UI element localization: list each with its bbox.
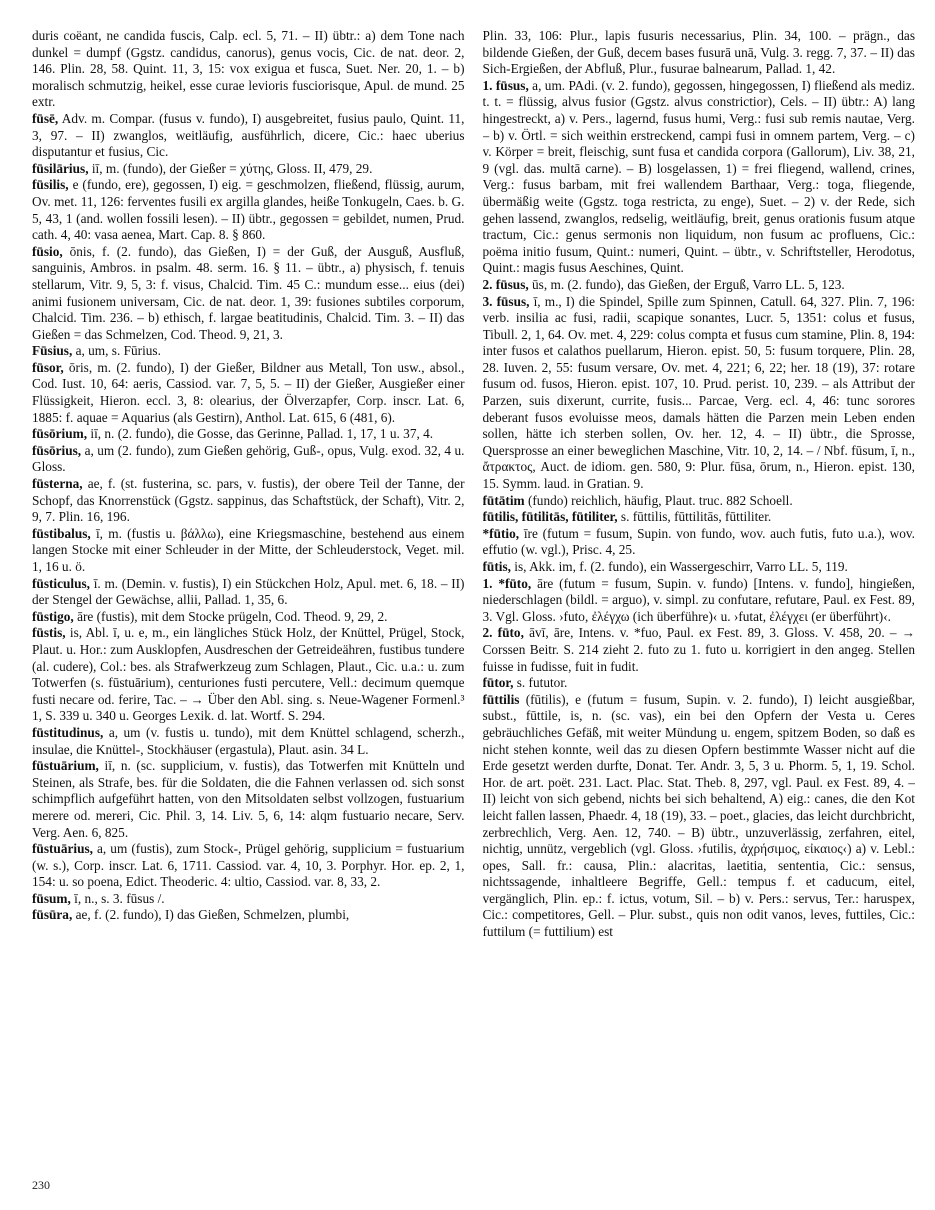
entry-headword: fūsilis, bbox=[32, 177, 69, 193]
entry-text: a, um. PAdi. (v. 2. fundo), gegossen, hingegossen, I) fließend als mediz. t. t. = flüssig, alvus fusior (Ggstz. alvus constrictior), Cels. – II) übtr.: A) lang hingestreckt, a) v. Pers., lagernd, fusus humi, Verg.: fusi sub remis nautae, Verg. – b) v. Örtl. = sich weithin erstreckend, campi fusi in omnem partem, Verg. – c) v. Körper = breit, fleischig, sunt fusa et candida corpora (Gallorum), Liv. 38, 21, 9 (vgl. das. multā carne). – B) losgelassen, 1) = frei fliegend, wallend, crines, Verg.: fusus barbam, mit frei wallendem Barthaar, Verg.: toga, fliegende, übermäßig weite (Ggstz. toga restricta, zu enge), Suet. – 2) v. der Rede, sich gehen lassend, zwanglos, redselig, weitläufig, breit, genus orationis fusum atque tractum, Cic.: genus sermonis non liquidum, non fusum ac profluens, Cic.: poëma initio fusum, Quint.: numeri, Quint. – übtr., v. Schriftsteller, Herodotus, Quint.: magis fusus Aeschines, Quint. bbox=[482, 77, 915, 276]
entry-text: āvī, āre, Intens. v. *fuo, Paul. ex Fest. 89, 3. Gloss. V. 458, 20. – → Corssen Beitr. S. 214 zieht 2. futo zu 1. futo u. korrigiert in den angeg. Stellen fuisse in fudisse, fuit in fudit. bbox=[482, 625, 915, 674]
entry-text: Adv. m. Compar. (fusus v. fundo), I) ausgebreitet, fusius paulo, Quint. 11, 3, 97. – II) zwanglos, weitläufig, ausführlich, dicere, Cic.: haec uberius disputantur et fusius, Cic. bbox=[32, 110, 465, 160]
entry-headword: 2. fūto, bbox=[482, 625, 524, 641]
entry-headword: 2. fūsus, bbox=[482, 276, 529, 292]
entry-headword: fūsor, bbox=[32, 359, 64, 375]
dictionary-entry bbox=[483, 493, 916, 510]
dictionary-entry bbox=[32, 28, 465, 111]
entry-text: duris coëant, ne candida fuscis, Calp. ecl. 5, 71. – II) übtr.: a) dem Tone nach dunkel = dumpf (Ggstz. candidus, canorus), genus vocis, Cic. de nat. deor. 2, 146. Plin. 28, 58. Quint. 11, 3, 15: vox exigua et fusca, Suet. Ner. 20, 1. – b) moralisch schmutzig, heikel, esse curae levioris fusciorisque, Apul. de mund. 25 extr. bbox=[32, 28, 465, 110]
entry-text: a, um (v. fustis u. tundo), mit dem Knüttel schlagend, scherzh., insulae, die Knüttel-, Stockhäuser (ergastula), Plaut. asin. 34 L. bbox=[32, 724, 465, 757]
dictionary-entry bbox=[483, 294, 916, 493]
page-number: 230 bbox=[32, 1178, 50, 1192]
entry-headword: fūstibalus, bbox=[32, 525, 91, 541]
entry-text: is, Akk. im, f. (2. fundo), ein Wassergeschirr, Varro LL. 5, 119. bbox=[514, 559, 848, 574]
entry-text: ī. m. (Demin. v. fustis), I) ein Stückchen Holz, Apul. met. 6, 18. – II) der Stengel der Gewächse, allii, Pallad. 1, 35, 6. bbox=[32, 575, 465, 608]
dictionary-entry bbox=[483, 78, 916, 277]
dictionary-entry bbox=[32, 476, 465, 526]
entry-headword: fūstitudinus, bbox=[32, 724, 104, 740]
entry-text: āre (fustis), mit dem Stocke prügeln, Cod. Theod. 9, 29, 2. bbox=[77, 608, 388, 624]
entry-headword: fūtis, bbox=[482, 559, 511, 574]
entry-headword: fūtātim bbox=[482, 492, 525, 508]
entry-headword: fūsterna, bbox=[32, 476, 83, 492]
entry-headword: fūtor, bbox=[482, 675, 514, 691]
dictionary-entry bbox=[32, 625, 465, 725]
entry-text: iī, m. (fundo), der Gießer = χύτης, Gloss. II, 479, 29. bbox=[91, 160, 373, 176]
entry-text: Plin. 33, 106: Plur., lapis fusuris necessarius, Plin. 34, 100. – prägn., das bildende Gießen, der Guß, decem bases fusurā unā, Vulg. 3. regg. 7, 37. – II) das Sich-Ergießen, der Abfluß, Plur., fusurae balnearum, Pallad. 1, 42. bbox=[482, 28, 915, 77]
entry-text: ī, m. (fustis u. βάλλω), eine Kriegsmaschine, bestehend aus einem langen Stocke mit einer Schleuder in der Mitte, der Schleuderstock, Veget. mil. 1, 16 u. ö. bbox=[32, 525, 465, 574]
entry-headword: *fūtio, bbox=[482, 525, 520, 541]
entry-headword: Fūsius, bbox=[32, 343, 73, 359]
entry-text: ī, n., s. 3. fūsus /. bbox=[74, 890, 165, 906]
entry-text: īre (futum = fusum, Supin. von fundo, wov. auch futis, futo u.a.), wov. effutio (w. vgl.), Prisc. 4, 25. bbox=[482, 525, 915, 558]
entry-headword: fūstigo, bbox=[32, 608, 74, 624]
entry-text: iī, n. (sc. supplicium, v. fustis), das Totwerfen mit Knütteln und Steinen, als Strafe, bes. für die Soldaten, die die Fahnen verlassen od. sich sonst schimpflich aufgeführt hatten, von den Mitsoldaten selbst vollzogen, fustuarium merere od. mereri, Cic. Phil. 3, 14. Liv. 5, 6, 14: alqm fustuario necare, Serv. Verg. Aen. 6, 825. bbox=[32, 758, 465, 840]
dictionary-entry bbox=[483, 559, 916, 576]
entry-headword: 1. *fūto, bbox=[482, 575, 532, 591]
entry-text: ae, f. (st. fusterina, sc. pars, v. fustis), der obere Teil der Tanne, der Schopf, das Knorrenstück (Ggstz. sappinus, das Schaftstück, der Schaft), Vitr. 2, 9, 7. Plin. 16, 196. bbox=[32, 476, 465, 525]
dictionary-entry bbox=[32, 177, 465, 243]
entry-text: a, um, s. Fūrius. bbox=[75, 343, 161, 359]
entry-headword: fūsilārius, bbox=[32, 160, 89, 176]
entry-text: ōris, m. (2. fundo), I) der Gießer, Bildner aus Metall, Ton usw., absol., Cod. Iust. 10, 64: aeris, Cassiod. var. 7, 5, 5. – II) der Gießer, Ausgießer einer Flüssigkeit, Hieron. eccl. 3, 8: olearius, der Ölverzapfer, Corp. inscr. Lat. 6, 1885: f. aquae = Aquarius (als Gestirn), Anthol. Lat. 615, 6 (481, 6). bbox=[32, 359, 465, 425]
dictionary-entry bbox=[483, 625, 916, 675]
entry-headword: fūsticulus, bbox=[32, 575, 91, 591]
dictionary-entry bbox=[32, 343, 465, 360]
dictionary-entry bbox=[32, 758, 465, 841]
dictionary-entry bbox=[483, 28, 916, 78]
dictionary-entry bbox=[32, 891, 465, 908]
dictionary-entry bbox=[483, 576, 916, 626]
entry-text: s. fututor. bbox=[516, 675, 568, 691]
entry-text: ūs, m. (2. fundo), das Gießen, der Erguß, Varro LL. 5, 123. bbox=[532, 276, 845, 292]
left-column bbox=[32, 28, 465, 1188]
entry-headword: fūsum, bbox=[32, 890, 71, 906]
entry-headword: fūstis, bbox=[32, 625, 66, 641]
entry-text: āre (futum = fusum, Supin. v. fundo) [Intens. v. fundo], hingießen, niederschlagen (bildl. = arguo), v. simpl. zu confutare, refutare, Paul. ex Fest. 89, 3. Vgl. Gloss. ›futo, ἐλέγχω (ich überführe)‹ u. ›futat, ἐλέγχει (er überführt)‹. bbox=[482, 575, 915, 624]
page-columns bbox=[32, 28, 915, 1188]
entry-headword: fūsio, bbox=[32, 243, 63, 259]
entry-headword: fūsōrius, bbox=[32, 442, 82, 458]
right-column bbox=[483, 28, 916, 1188]
dictionary-entry bbox=[483, 526, 916, 559]
entry-text: ae, f. (2. fundo), I) das Gießen, Schmelzen, plumbi, bbox=[75, 907, 350, 923]
dictionary-entry bbox=[32, 161, 465, 178]
entry-headword: fūstuārius, bbox=[32, 841, 93, 857]
entry-text: iī, n. (2. fundo), die Gosse, das Gerinne, Pallad. 1, 17, 1 u. 37, 4. bbox=[90, 426, 434, 442]
dictionary-entry bbox=[32, 426, 465, 443]
entry-text: s. fūttilis, fūttilitās, fūttiliter. bbox=[620, 509, 772, 525]
entry-headword: 1. fūsus, bbox=[482, 77, 529, 93]
entry-headword: fūsūra, bbox=[32, 907, 73, 923]
entry-headword: fūttilis bbox=[482, 691, 520, 707]
dictionary-entry bbox=[32, 609, 465, 626]
entry-headword: fūstuārium, bbox=[32, 758, 99, 774]
dictionary-entry bbox=[32, 360, 465, 426]
dictionary-entry bbox=[32, 443, 465, 476]
entry-text: e (fundo, ere), gegossen, I) eig. = geschmolzen, fließend, flüssig, aurum, Ov. met. 11, 126: ferventes fusili ex argilla glandes, heiße Tonkugeln, Caes. b. G. 5, 43, 1 (and. wollen fossili lesen). – II) übtr., gegossen = gebildet, numen, Prud. cath. 4, 40: vasa aenea, Mart. Cap. 8. § 860. bbox=[32, 177, 465, 243]
dictionary-entry bbox=[483, 277, 916, 294]
entry-text: a, um (2. fundo), zum Gießen gehörig, Guß-, opus, Vulg. exod. 32, 4 u. Gloss. bbox=[32, 442, 465, 475]
dictionary-entry bbox=[483, 675, 916, 692]
dictionary-entry bbox=[32, 907, 465, 924]
dictionary-entry bbox=[32, 725, 465, 758]
dictionary-entry bbox=[32, 111, 465, 161]
entry-text: (fundo) reichlich, häufig, Plaut. truc. 882 Schoell. bbox=[527, 492, 793, 508]
entry-text: (fūtilis), e (futum = fusum, Supin. v. 2. fundo), I) leicht ausgießbar, subst., fūttile, is, n. (sc. vas), ein bei den Opfern der Vesta u. Ceres gebräuchliches Gefäß, mit weiter Mündung u. engem, spitzem Boden, so daß es nicht stehen konnte, weil das zu diesen Opfern bestimmte Wasser nicht auf die Erde gesetzt werden durfte, Donat. Ter. Andr. 3, 5, 3 u. Phorm. 5, 1, 19. Schol. Hor. de art. poët. 231. Lact. Plac. Stat. Theb. 8, 297, vgl. Paul. ex Fest. 89, 4. – II) leicht von sich gebend, nichts bei sich behaltend, A) eig.: canes, die den Kot leicht fallen lassen, Phaedr. 4, 18 (19), 33. – poet., glacies, das leicht durchbricht, zerbrechlich, Verg. Aen. 12, 740. – B) übtr., unzuverlässig, zerfahren, eitel, nichtig, unnütz, vergeblich (vgl. Gloss. ›futilis, ἀχρήσιμος, εἰκαιος‹) a) v. Lebl.: opes, Sall. fr.: causa, Plin.: alacritas, laetitia, sententia, Cic.: sensus, nichtssagende, inhaltleere Begriffe, Gell.: tempus f. et caducum, eitel, vergänglich, Plin. ep.: f. ictus, votum, Sil. – b) v. Pers.: servus, Ter.: haruspex, Cic.: competitores, Gell. – Plur. subst., quis non odit vanos, leves, futtiles, Cic.: futtilum (= futtilium) est bbox=[482, 691, 915, 940]
entry-text: ī, m., I) die Spindel, Spille zum Spinnen, Catull. 64, 327. Plin. 7, 196: verb. insilia ac fusi, radii, scapique sonantes, Lucr. 5, 1351: colus et fusus, Tibull. 2, 1, 64. Ov. met. 4, 229: colus compta et fusus cum stamine, Plin. 8, 194: inter fusos et calathos puellarum, Hieron. epist. 50, 5: fusum torquere, Plin. 28, 28. Iuven. 2, 55: fusum versare, Ov. met. 4, 221; 6, 22; her. 18 (19), 37: rotare fusum od. fusos, Hieron. epist. 107, 10. Prud. perist. 10, 239. – als Attribut der Parzen, suis dixerunt, currite, fusis... Parcae, Verg. ecl. 4, 46: tunc sorores deberant fusos evoluisse meos, damals hätten die Parzen mein Leben enden sollen, hätte ich sterben sollen, Ov. her. 12, 4. – II) übtr., die Sprosse, Quersprosse an einer beweglichen Maschine, Vitr. 10, 2, 14. – / Nbf. fūsum, ī, n., ἄτρακτος, Auct. de idiom. gen. 580, 9: Plur. fūsa, ōrum, n., Hieron. epist. 130, 15. Symm. laud. in Gratian. 9. bbox=[482, 293, 915, 492]
dictionary-entry bbox=[32, 244, 465, 344]
dictionary-entry bbox=[483, 692, 916, 941]
entry-text: ōnis, f. (2. fundo), das Gießen, I) = der Guß, der Ausguß, Ausfluß, sanguinis, Ambros. in psalm. 48. serm. 16. § 11. – übtr., a) physisch, f. tenuis stellarum, Vitr. 9, 5, 3: f. visus, Chalcid. Tim. 45 C.: mundum esse... eius (dei) animi fusionem universam, Cic. de nat. deor. 1, 39: fusiones subtiles corporum, Chalcid. Tim. 236. – b) ethisch, f. largae beatitudinis, Chalcid. Tim. 3. – II) das Gießen = das Schmelzen, Cod. Theod. 9, 21, 3. bbox=[32, 243, 465, 342]
entry-headword: fūsē, bbox=[32, 110, 59, 126]
dictionary-entry bbox=[32, 576, 465, 609]
dictionary-entry bbox=[32, 526, 465, 576]
entry-headword: fūsōrium, bbox=[32, 426, 88, 442]
dictionary-entry bbox=[32, 841, 465, 891]
entry-headword: fūtilis, fūtilitās, fūtiliter, bbox=[482, 509, 618, 525]
entry-text: a, um (fustis), zum Stock-, Prügel gehörig, supplicium = fustuarium (w. s.), Corp. inscr. Lat. 6, 1711. Cassiod. var. 4, 10, 3. Porphyr. Hor. ep. 2, 1, 154: u. so poena, Edict. Theoderic. 4: ultio, Cassiod. var. 8, 33, 2. bbox=[32, 841, 465, 890]
dictionary-entry bbox=[483, 509, 916, 526]
entry-headword: 3. fūsus, bbox=[482, 293, 530, 309]
entry-text: is, Abl. ī, u. e, m., ein längliches Stück Holz, der Knüttel, Prügel, Stock, Plaut. u. Hor.: zum Ausklopfen, Ausdreschen der Getreideähren, fustibus tundere (al. cudere), Col.: bes. als Strafwerkzeug zum Schlagen, Plaut., Cic. u.a.: u. zum Totwerfen (s. fūstuārium), centuriones fusti percutere, Vell.: decimum quemque fusti necare od. ferire, Tac. – → Über den Abl. sing. s. Neue-Wagener Formenl.³ 1, S. 339 u. 340 u. Georges Lexik. d. lat. Wortf. S. 294. bbox=[32, 625, 465, 724]
